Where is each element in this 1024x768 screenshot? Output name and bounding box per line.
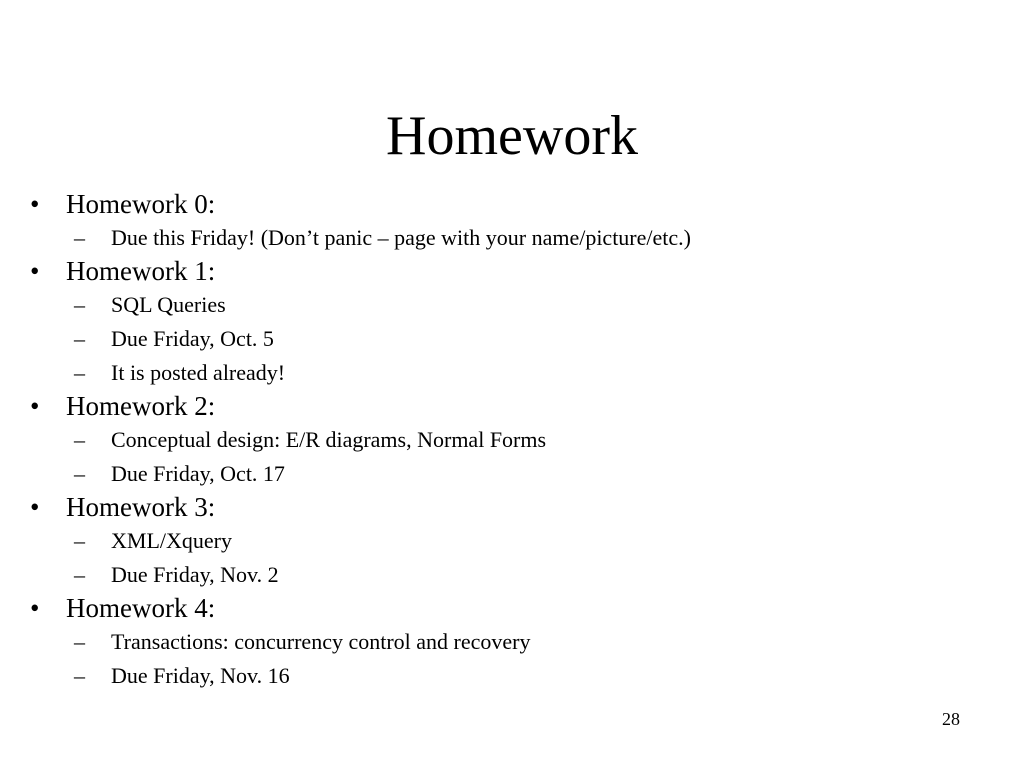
sub-bullet-item bbox=[0, 356, 1024, 390]
bullet-item-homework-1 bbox=[0, 255, 1024, 288]
dash-icon: – bbox=[74, 562, 85, 587]
bullet-label: Homework 2: bbox=[66, 391, 216, 421]
bullet-item-homework-4 bbox=[0, 592, 1024, 625]
dash-icon: – bbox=[74, 292, 85, 317]
bullet-icon: • bbox=[30, 189, 40, 219]
bullet-list bbox=[0, 188, 1024, 693]
dash-icon: – bbox=[74, 663, 85, 688]
bullet-label: Homework 4: bbox=[66, 593, 216, 623]
dash-icon: – bbox=[74, 629, 85, 654]
sub-bullet-text: Due Friday, Oct. 17 bbox=[111, 461, 285, 486]
sub-bullet-item bbox=[0, 288, 1024, 322]
dash-icon: – bbox=[74, 461, 85, 486]
sub-bullet-text: SQL Queries bbox=[111, 292, 226, 317]
bullet-label: Homework 1: bbox=[66, 256, 216, 286]
sub-bullet-text: Transactions: concurrency control and recovery bbox=[111, 629, 531, 654]
bullet-item-homework-3 bbox=[0, 491, 1024, 524]
sub-bullet-item bbox=[0, 524, 1024, 558]
bullet-icon: • bbox=[30, 391, 40, 421]
sub-bullet-text: Due Friday, Nov. 16 bbox=[111, 663, 290, 688]
sub-bullet-item bbox=[0, 625, 1024, 659]
sub-bullet-item bbox=[0, 558, 1024, 592]
sub-bullet-item bbox=[0, 221, 1024, 255]
sub-bullet-text: Due Friday, Oct. 5 bbox=[111, 326, 274, 351]
bullet-icon: • bbox=[30, 492, 40, 522]
bullet-icon: • bbox=[30, 593, 40, 623]
sub-bullet-text: Due this Friday! (Don’t panic – page with your name/picture/etc.) bbox=[111, 225, 691, 250]
sub-bullet-text: It is posted already! bbox=[111, 360, 286, 385]
dash-icon: – bbox=[74, 528, 85, 553]
bullet-item-homework-2 bbox=[0, 390, 1024, 423]
bullet-label: Homework 0: bbox=[66, 189, 216, 219]
bullet-item-homework-0 bbox=[0, 188, 1024, 221]
dash-icon: – bbox=[74, 427, 85, 452]
dash-icon: – bbox=[74, 225, 85, 250]
slide-title: Homework bbox=[386, 105, 638, 167]
sub-bullet-item bbox=[0, 322, 1024, 356]
dash-icon: – bbox=[74, 360, 85, 385]
page-number: 28 bbox=[942, 709, 960, 729]
bullet-icon: • bbox=[30, 256, 40, 286]
sub-bullet-item bbox=[0, 457, 1024, 491]
sub-bullet-text: XML/Xquery bbox=[111, 528, 232, 553]
dash-icon: – bbox=[74, 326, 85, 351]
sub-bullet-item bbox=[0, 423, 1024, 457]
bullet-label: Homework 3: bbox=[66, 492, 216, 522]
sub-bullet-text: Conceptual design: E/R diagrams, Normal Forms bbox=[111, 427, 547, 452]
sub-bullet-item bbox=[0, 659, 1024, 693]
sub-bullet-text: Due Friday, Nov. 2 bbox=[111, 562, 279, 587]
